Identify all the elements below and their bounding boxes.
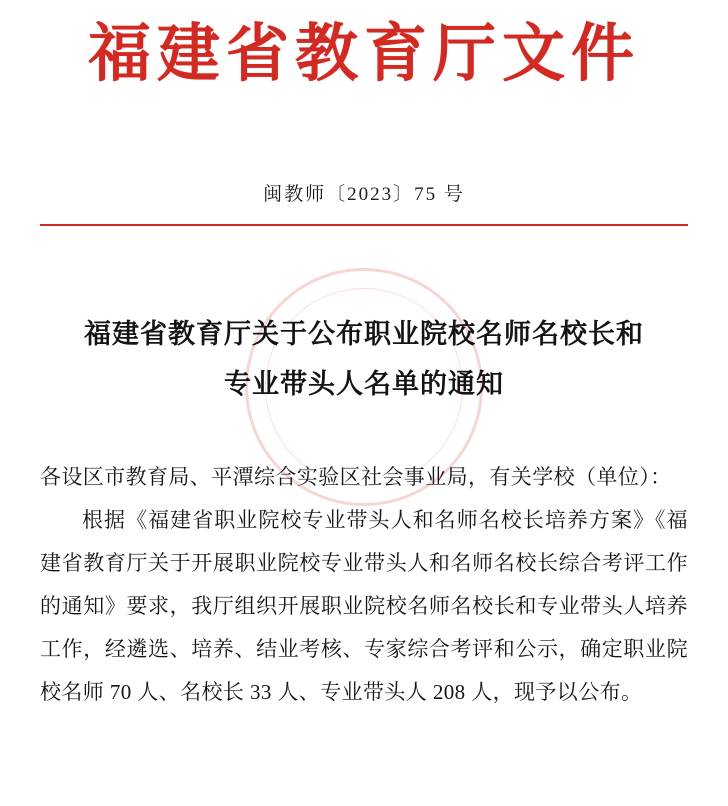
body-paragraph-1: 根据《福建省职业院校专业带头人和名师名校长培养方案》《福建省教育厅关于开展职业院校专业带头人和名师名校长综合考评工作的通知》要求，我厅组织开展职业院校名师名校长和专业带头人培养工作，经遴选、培养、结业考核、专家综合考评和公示，确定职业院校名师 70 人、名校长 33 人、专业带头人 208 人，现予以公布。 (40, 507, 688, 704)
page-title (40, 310, 688, 410)
page-title-line-1: 福建省教育厅关于公布职业院校名师名校长和 (84, 318, 644, 350)
issuing-authority-title: 福建省教育厅文件 (88, 16, 640, 90)
document-body (40, 456, 688, 714)
red-divider-rule (40, 224, 688, 226)
page-title-line-2: 专业带头人名单的通知 (224, 368, 504, 400)
masthead (40, 0, 688, 93)
document-number-block (40, 179, 688, 206)
document-number: 闽教师〔2023〕75 号 (263, 183, 465, 205)
recipients-line: 各设区市教育局、平潭综合实验区社会事业局，有关学校（单位）： (40, 464, 672, 489)
